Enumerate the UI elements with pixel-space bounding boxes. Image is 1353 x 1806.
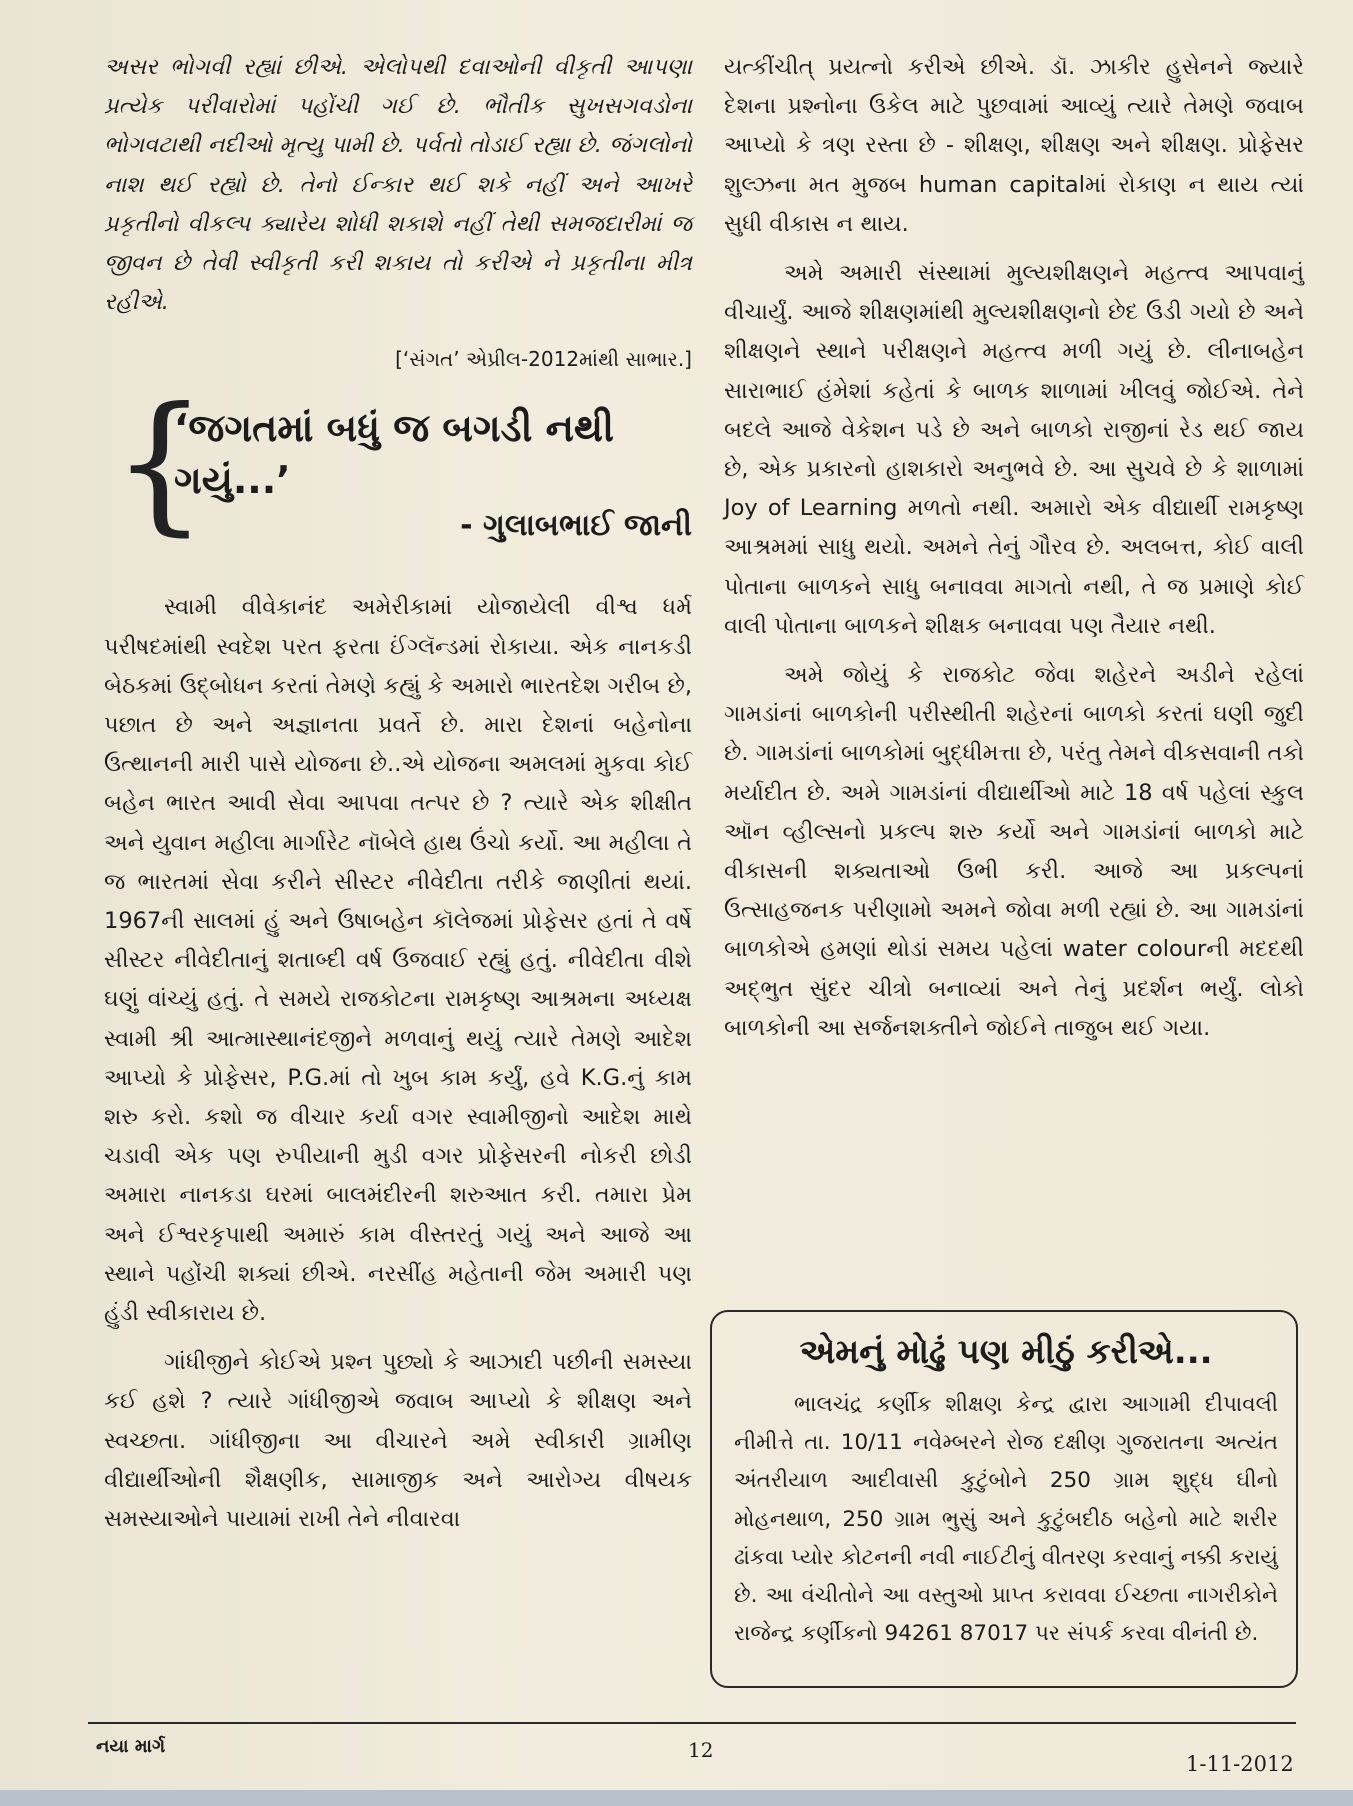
- footer-page-number: 12: [688, 1738, 714, 1762]
- notice-text: ભાલચંદ્ર કર્ણીક શીક્ષણ કેન્દ્ર દ્વારા આગામી દીપાવલી નીમીત્તે તા. 10/11 નવેમ્બરને રોજ દક્ષીણ ગુજરાતના અત્યંત અંતરીયાળ આદીવાસી કુટુંબોને 250 ગ્રામ શુદ્ધ ઘીનો મોહનથાળ, 250 ગ્રામ ભુસું અને કુટુંબદીઠ બહેનો માટે શરીર ઢાંકવા પ્યોર કોટનની નવી નાઈટીનું વીતરણ કરવાનું નક્કી કરાયું છે. આ વંચીતોને આ વસ્તુઓ પ્રાપ્ત કરાવવા ઈચ્છતા નાગરીકોને રાજેન્દ્ર કર્ણીકનો 94261 87017 પર સંપર્ક કરવા વીનંતી છે.: [734, 1392, 1278, 1647]
- scan-edge: [0, 1790, 1353, 1806]
- footer-date: 1-11-2012: [1186, 1752, 1294, 1776]
- article-paragraph: યત્કીંચીત્ પ્રયત્નો કરીએ છીએ. ડૉ. ઝાકીર હુસેનને જ્યારે દેશના પ્રશ્નોના ઉકેલ માટે પુછવામાં આવ્યું ત્યારે તેમણે જવાબ આપ્યો કે ત્રણ રસ્તા છે - શીક્ષણ, શીક્ષણ અને શીક્ષણ. પ્રોફેસર શુલ્ઝના મત મુજબ human capitalમાં રોકાણ ન થાય ત્યાં સુધી વીકાસ ન થાય.: [724, 54, 1304, 237]
- right-column: [724, 48, 1304, 1048]
- article-author: - ગુલાબભાઈ જાની: [460, 508, 692, 544]
- previous-article-closing: અસર ભોગવી રહ્યાં છીએ. એલોપથી દવાઓની વીકૃતી આપણા પ્રત્યેક પરીવારોમાં પહોંચી ગઈ છે. ભૌતીક સુખસગવડોના ભોગવટાથી નદીઓ મૃત્યુ પામી છે. પર્વતો તોડાઈ રહ્યા છે. જંગલોનો નાશ થઈ રહ્યો છે. તેનો ઈન્કાર થઈ શકે નહીં અને આખરે પ્રકૃતીનો વીકલ્પ ક્યારેય શોધી શકાશે નહીં તેથી સમજદારીમાં જ જીવન છે તેવી સ્વીકૃતી કરી શકાય તો કરીએ ને પ્રકૃતીના મીત્ર રહીએ.: [104, 54, 692, 316]
- article-body-left: [104, 588, 692, 1539]
- article-paragraph: અમે અમારી સંસ્થામાં મુલ્યશીક્ષણને મહત્ત્વ આપવાનું વીચાર્યું. આજે શીક્ષણમાંથી મુલ્યશીક્ષણનો છેદ ઉડી ગયો છે અને શીક્ષણને સ્થાને પરીક્ષણને મહત્ત્વ મળી ગયું છે. લીનાબહેન સારાભાઈ હંમેશાં કહેતાં કે બાળક શાળામાં ખીલવું જોઈએ. તેને બદલે આજે વેકેશન પડે છે અને બાળકો રાજીનાં રેડ થઈ જાય છે, એક પ્રકારનો હાશકારો અનુભવે છે. આ સુચવે છે કે શાળામાં Joy of Learning મળતો નથી. અમારો એક વીદ્યાર્થી રામકૃષ્ણ આશ્રમમાં સાધુ થયો. અમને તેનું ગૌરવ છે. અલબત્ત, કોઈ વાલી પોતાના બાળકને સાધુ બનાવવા માગતો નથી, તે જ પ્રમાણે કોઈ વાલી પોતાના બાળકને શીક્ષક બનાવવા પણ તૈયાર નથી.: [724, 260, 1304, 639]
- footer-divider: [88, 1722, 1296, 1724]
- curly-brace-ornament: {: [112, 376, 208, 551]
- article-title: ‘જગતમાં બધું જ બગડી નથી ગયું...’: [174, 406, 614, 503]
- footer-magazine-name: નયા માર્ગ: [96, 1736, 166, 1757]
- article-paragraph: અમે જોયું કે રાજકોટ જેવા શહેરને અડીને રહેલાં ગામડાંનાં બાળકોની પરીસ્થીતી શહેરનાં બાળકો કરતાં ઘણી જુદી છે. ગામડાંનાં બાળકોમાં બુદ્ધીમત્તા છે, પરંતુ તેમને વીકસવાની તકો મર્યાદીત છે. અમે ગામડાંનાં વીદ્યાર્થીઓ માટે 18 વર્ષ પહેલાં સ્કુલ ઑન વ્હીલ્સનો પ્રકલ્પ શરુ કર્યો અને ગામડાંનાં બાળકો માટે વીકાસની શક્યતાઓ ઉભી કરી. આજે આ પ્રકલ્પનાં ઉત્સાહજનક પરીણામો અમને જોવા મળી રહ્યાં છે. આ ગામડાંનાં બાળકોએ હમણાં થોડાં સમય પહેલાં water colourની મદદથી અદ્ભુત સુંદર ચીત્રો બનાવ્યાં અને તેનું પ્રદર્શન ભર્યું. લોકો બાળકોની આ સર્જનશક્તીને જોઈને તાજુબ થઈ ગયા.: [724, 662, 1304, 1041]
- notice-box: [710, 1310, 1298, 1688]
- article-paragraph: સ્વામી વીવેકાનંદ અમેરીકામાં યોજાયેલી વીશ્વ ધર્મ પરીષદમાંથી સ્વદેશ પરત ફરતા ઈંગ્લૅન્ડમાં રોકાયા. એક નાનકડી બેઠકમાં ઉદ્બોધન કરતાં તેમણે કહ્યું કે અમારો ભારતદેશ ગરીબ છે, પછાત છે અને અજ્ઞાનતા પ્રવર્તે છે. મારા દેશનાં બહેનોના ઉત્થાનની મારી પાસે યોજના છે..એ યોજના અમલમાં મુકવા કોઈ બહેન ભારત આવી સેવા આપવા તત્પર છે ? ત્યારે એક શીક્ષીત અને યુવાન મહીલા માર્ગારેટ નૉબેલે હાથ ઉંચો કર્યો. આ મહીલા તે જ ભારતમાં સેવા કરીને સીસ્ટર નીવેદીતા તરીકે જાણીતાં થયાં. 1967ની સાલમાં હું અને ઉષાબહેન કૉલેજમાં પ્રોફેસર હતાં તે વર્ષે સીસ્ટર નીવેદીતાનું શતાબ્દી વર્ષ ઉજવાઈ રહ્યું હતું. નીવેદીતા વીશે ઘણું વાંચ્યું હતું. તે સમયે રાજકોટના રામકૃષ્ણ આશ્રમના અધ્યક્ષ સ્વામી શ્રી આત્માસ્થાનંદજીને મળવાનું થયું ત્યારે તેમણે આદેશ આપ્યો કે પ્રોફેસર, P.G.માં તો ખુબ કામ કર્યું, હવે K.G.નું કામ શરુ કરો. કશો જ વીચાર કર્યા વગર સ્વામીજીનો આદેશ માથે ચડાવી એક પણ રુપીયાની મુડી વગર પ્રોફેસરની નોકરી છોડી અમારા નાનકડા ઘરમાં બાલમંદીરની શરુઆત કરી. તમારા પ્રેમ અને ઈશ્વરકૃપાથી અમારું કામ વીસ્તરતું ગયું અને આજે આ સ્થાને પહોંચી શક્યાં છીએ. નરસીંહ મહેતાની જેમ અમારી પણ હુંડી સ્વીકારાય છે.: [104, 594, 692, 1327]
- left-column: [104, 48, 692, 1539]
- notice-heading: એમનું મોઢું પણ મીઠું કરીએ...: [799, 1332, 1213, 1372]
- article-paragraph: ગાંધીજીને કોઈએ પ્રશ્ન પુછ્યો કે આઝાદી પછીની સમસ્યા કઈ હશે ? ત્યારે ગાંધીજીએ જવાબ આપ્યો કે શીક્ષણ અને સ્વચ્છતા. ગાંધીજીના આ વીચારને અમે સ્વીકારી ગ્રામીણ વીદ્યાર્થીઓની શૈક્ષણીક, સામાજીક અને આરોગ્ય વીષયક સમસ્યાઓને પાયામાં રાખી તેને નીવારવા: [104, 1349, 692, 1533]
- previous-article-source: [‘સંગત’ એપ્રીલ-2012માંથી સાભાર.]: [395, 347, 692, 372]
- article-heading-block: [104, 376, 692, 588]
